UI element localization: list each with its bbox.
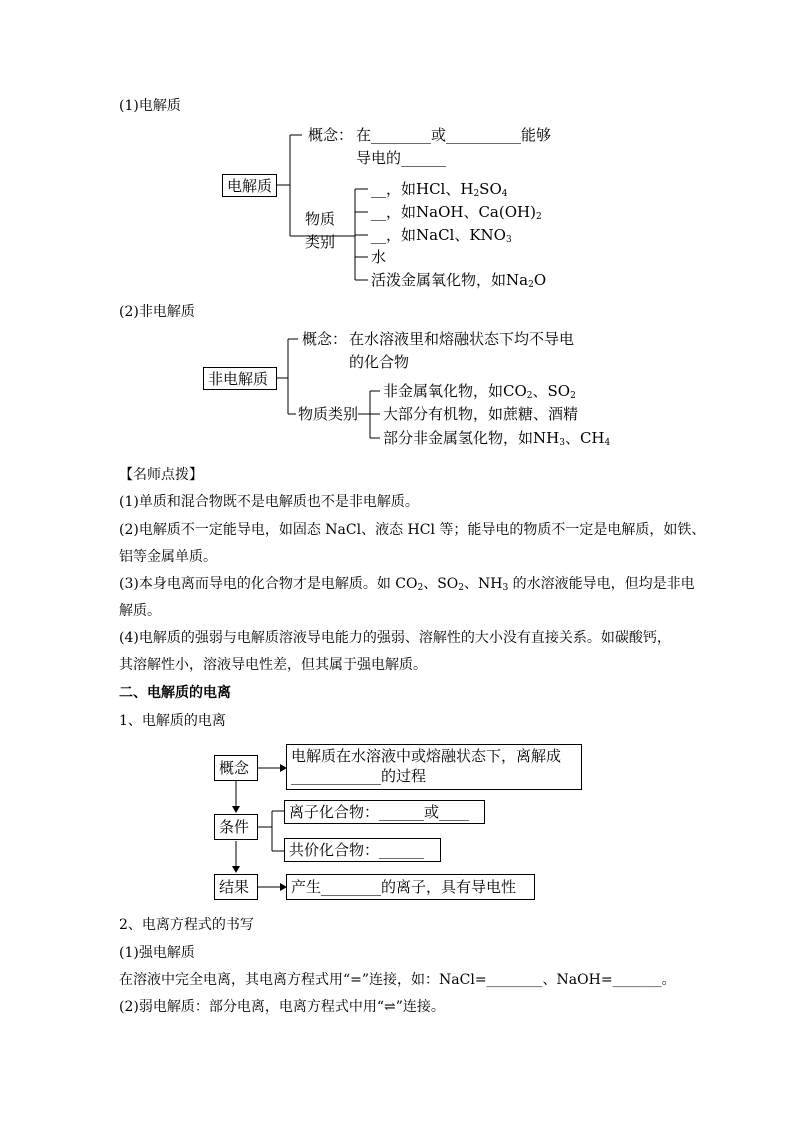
flow-ionic-compound-box: 离子化合物：______或____ (284, 800, 485, 824)
strong-electrolyte-text: 在溶液中完全电离，其电离方程式用“=”连接，如：NaCl=________、NaOH=_______。 (119, 972, 676, 988)
nonelectrolyte-concept-line-2: 的化合物 (349, 353, 410, 371)
nonelectrolyte-class-item: 非金属氧化物，如$CO_2$、$SO_2$ (383, 382, 576, 401)
flow-result-text-box: 产生________的离子，具有导电性 (286, 874, 535, 900)
weak-electrolyte-text: (2)弱电解质：部分电离，电离方程式中用“⇌”连接。 (119, 999, 445, 1015)
flow-concept-text-line-2: ____________的过程 (291, 767, 427, 785)
section-2-heading: (2)非电解质 (119, 304, 195, 320)
nonelectrolyte-concept-line-1: 在水溶液里和熔融状态下均不导电 (349, 330, 575, 348)
electrolyte-class-item: __，如HCl、$H_2SO_4$ (371, 180, 508, 199)
electrolyte-concept-label: 概念： (308, 126, 354, 144)
nonelectrolyte-root-box: 非电解质 (203, 367, 277, 390)
subsection-equation: 2、电离方程式的书写 (119, 917, 254, 933)
electrolyte-class-item: __，如NaCl、$KNO_3$ (371, 226, 512, 245)
strong-electrolyte-heading: (1)强电解质 (119, 945, 195, 961)
section-ionization-heading: 二、电解质的电离 (119, 685, 231, 701)
flow-box-concept: 概念 (214, 755, 258, 781)
tip-4-line-1: (4)电解质的强弱与电解质溶液导电能力的强弱、溶解性的大小没有直接关系。如碳酸钙， (119, 630, 671, 646)
flow-box-condition: 条件 (214, 814, 258, 840)
flow-box-result: 结果 (214, 874, 258, 900)
tip-2-line-1: (2)电解质不一定能导电，如固态 NaCl、液态 HCl 等；能导电的物质不一定是电解质，如铁、 (119, 522, 706, 538)
electrolyte-class-label-2: 类别 (305, 233, 336, 251)
electrolyte-root-box: 电解质 (222, 174, 277, 197)
electrolyte-class-label-1: 物质 (305, 210, 336, 228)
flow-concept-text-box (286, 744, 582, 790)
flow-concept-text-line-1: 电解质在水溶液中或熔融状态下，离解成 (291, 747, 562, 765)
tip-1: (1)单质和混合物既不是电解质也不是非电解质。 (119, 494, 419, 510)
subsection-ionization: 1、电解质的电离 (119, 713, 226, 729)
electrolyte-class-item: __，如NaOH、$Ca(OH)_2$ (371, 203, 542, 222)
tips-heading: 【名师点拨】 (119, 467, 203, 483)
nonelectrolyte-class-item: 部分非金属氢化物，如$NH_3$、$CH_4$ (383, 429, 611, 448)
tip-2-line-2: 铝等金属单质。 (119, 549, 217, 565)
electrolyte-class-item: 水 (371, 248, 387, 266)
flow-covalent-compound-box: 共价化合物：______ (284, 838, 441, 862)
section-1-heading: (1)电解质 (119, 98, 181, 114)
nonelectrolyte-concept-label: 概念： (302, 330, 348, 348)
electrolyte-concept-line-2: 导电的______ (356, 149, 447, 167)
nonelectrolyte-class-label: 物质类别 (298, 405, 359, 423)
tip-3-line-2: 解质。 (119, 603, 161, 619)
tip-4-line-2: 其溶解性小，溶液导电性差，但其属于强电解质。 (119, 657, 427, 673)
nonelectrolyte-class-item: 大部分有机物，如蔗糖、酒精 (383, 405, 579, 423)
electrolyte-concept-line-1: 在________或__________能够 (356, 126, 552, 144)
electrolyte-class-item: 活泼金属氧化物，如$Na_2O$ (371, 271, 547, 290)
tip-3-line-1: (3)本身电离而导电的化合物才是电解质。如 $CO_2$、$SO_2$、$NH_3$ 的水溶液能导电，但均是非电 (119, 576, 695, 593)
